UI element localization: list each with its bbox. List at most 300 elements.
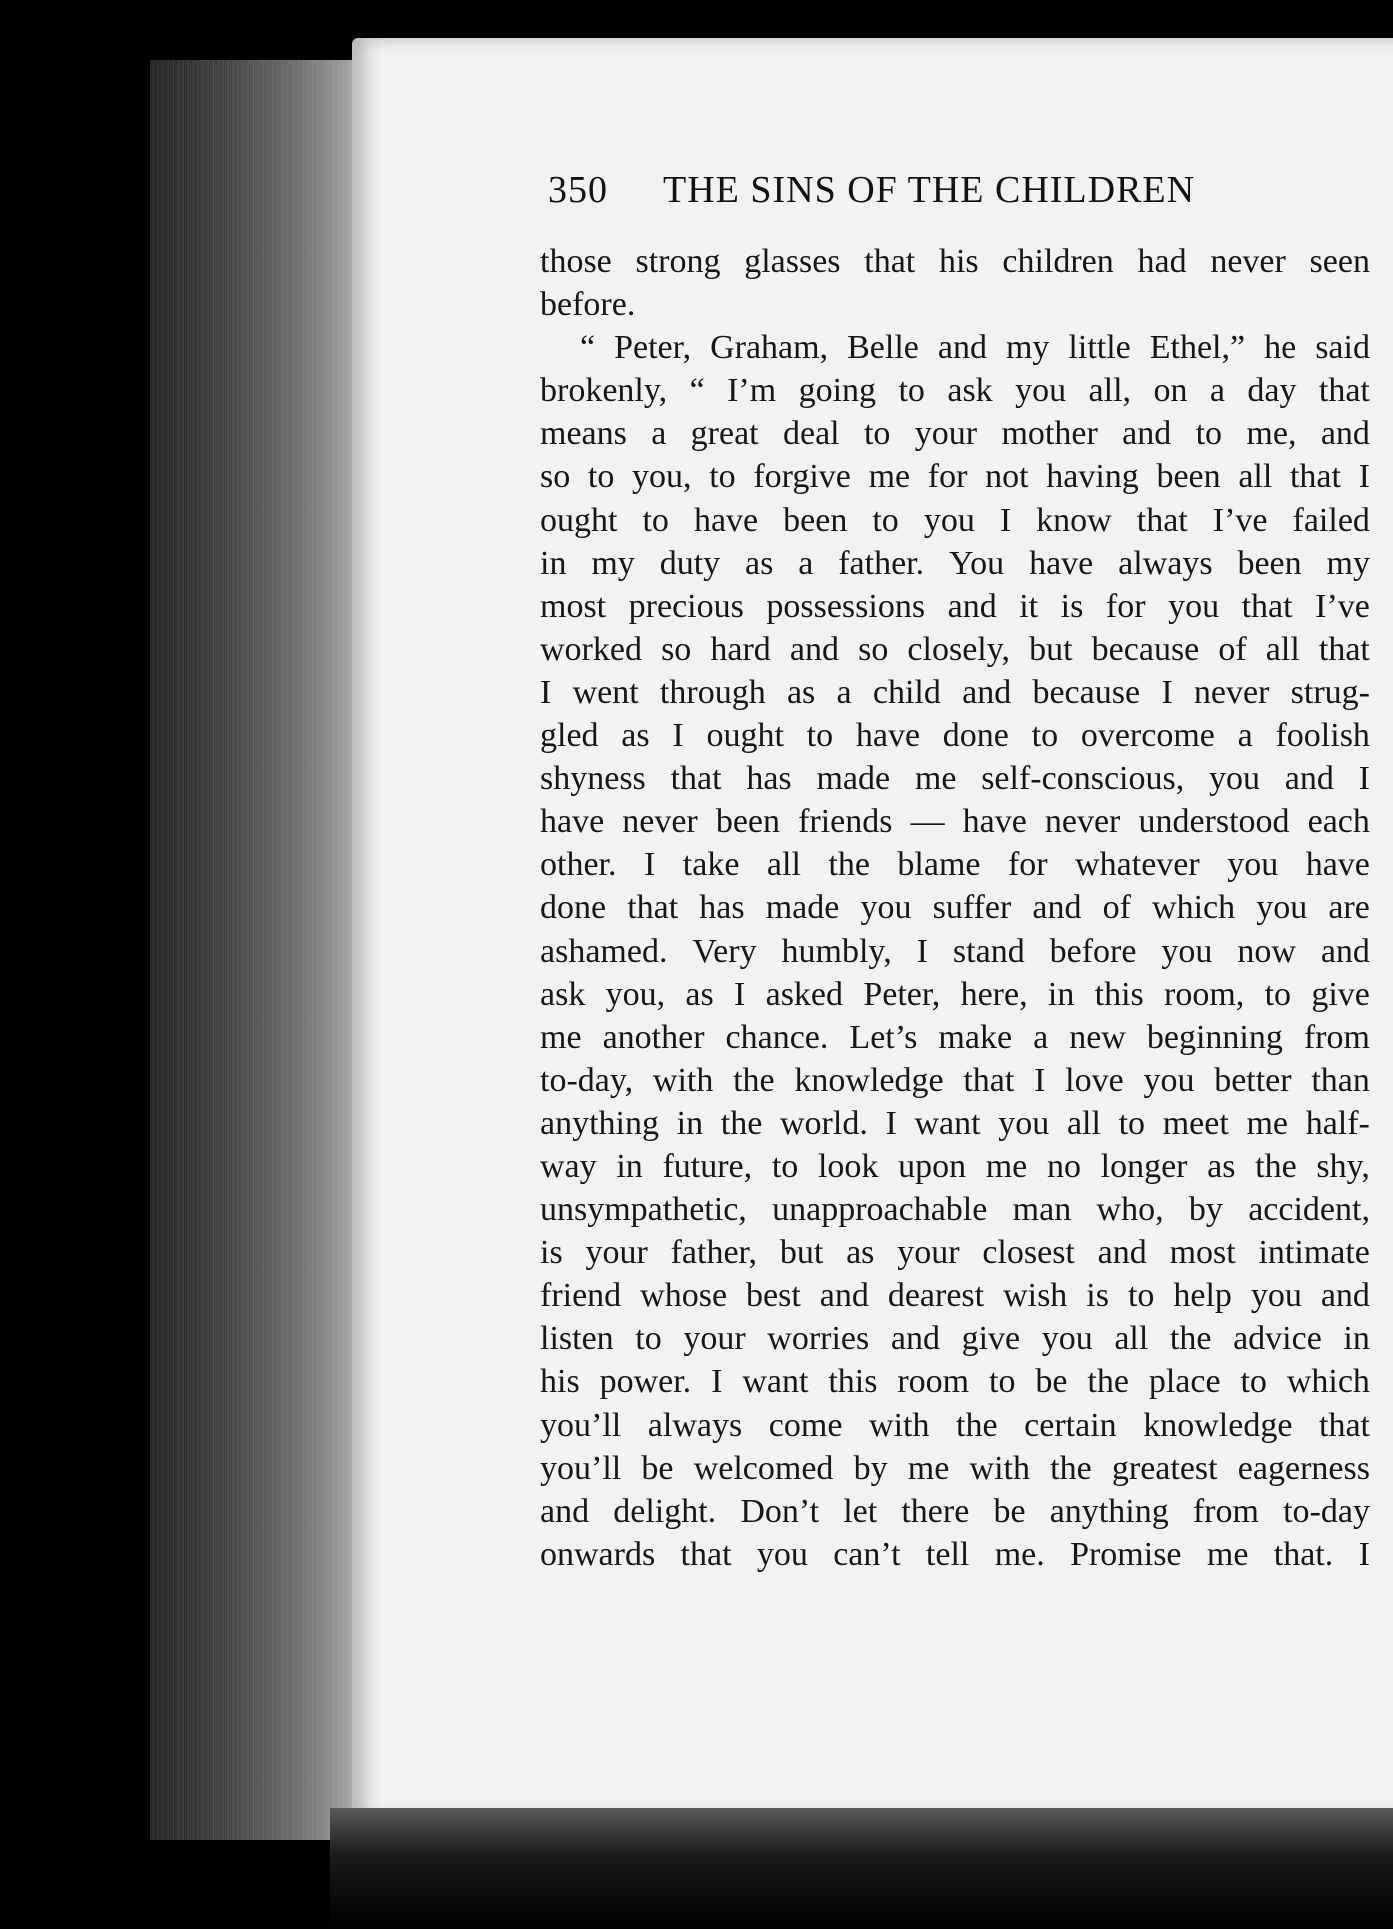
word: day	[1247, 372, 1297, 410]
word: been	[1156, 458, 1221, 496]
word: to	[806, 717, 834, 755]
word: you	[1250, 1277, 1302, 1315]
word: have	[1305, 846, 1370, 884]
word: never	[1044, 803, 1121, 841]
word: better	[1214, 1061, 1292, 1099]
word: me	[868, 458, 911, 496]
text-line	[540, 412, 1370, 455]
word: possessions	[766, 587, 926, 625]
word: never	[1210, 243, 1286, 280]
word: he	[1264, 329, 1297, 367]
word: listen	[540, 1320, 614, 1358]
text-line	[540, 1360, 1370, 1403]
word: whose	[640, 1277, 728, 1315]
word: and	[890, 1320, 940, 1358]
text-line	[540, 800, 1370, 843]
word: so	[661, 630, 692, 668]
word: seen	[1309, 243, 1370, 280]
word: father.	[838, 544, 925, 582]
text-line	[540, 1447, 1370, 1490]
word: the	[1169, 1320, 1212, 1358]
word: a	[836, 673, 852, 711]
text-line	[540, 1533, 1370, 1576]
word: whatever	[1075, 846, 1200, 884]
word: —	[910, 803, 945, 841]
word: give	[961, 1320, 1021, 1358]
word: that	[627, 889, 679, 927]
word: greatest	[1111, 1449, 1218, 1487]
word: in	[616, 1147, 643, 1185]
word: Graham,	[710, 329, 829, 367]
word: and	[1122, 415, 1172, 453]
word: strug-	[1290, 673, 1370, 711]
word: I	[916, 932, 928, 970]
text-line	[540, 326, 1370, 369]
word: and	[1320, 932, 1370, 970]
word: the	[1087, 1363, 1129, 1401]
word: all	[766, 846, 801, 884]
word: has	[746, 760, 792, 798]
word: by	[853, 1449, 888, 1487]
word: know	[1036, 501, 1112, 539]
word: intimate	[1258, 1234, 1370, 1272]
word: unapproachable	[772, 1191, 988, 1229]
word: you	[1143, 1061, 1195, 1099]
word: foolish	[1275, 717, 1370, 755]
word: here,	[960, 975, 1028, 1013]
word: in	[540, 544, 567, 582]
word: in	[1343, 1320, 1370, 1358]
word: look	[817, 1147, 879, 1185]
text-line	[540, 757, 1370, 800]
word: Belle	[847, 329, 919, 367]
word: you’ll	[540, 1449, 622, 1487]
word: and	[947, 587, 997, 625]
word: your	[683, 1320, 746, 1358]
word: I	[540, 673, 552, 711]
word: I	[1358, 458, 1370, 496]
word: from	[1303, 1018, 1370, 1056]
text-line	[540, 671, 1370, 714]
word: the	[733, 1061, 775, 1099]
word: me	[1246, 1104, 1289, 1142]
word: his	[540, 1363, 580, 1401]
word: the	[1050, 1449, 1092, 1487]
word: advice	[1233, 1320, 1322, 1358]
word: all,	[1088, 372, 1132, 410]
word: I	[711, 1363, 723, 1401]
word: by	[1188, 1191, 1223, 1229]
word: want	[742, 1363, 809, 1401]
word: deal	[782, 415, 840, 453]
word: great	[690, 415, 759, 453]
word: which	[1286, 1363, 1370, 1401]
word: me	[907, 1449, 950, 1487]
word: and	[1284, 760, 1334, 798]
page-number: 350	[548, 169, 608, 211]
word: unsympathetic,	[540, 1191, 747, 1229]
word: you	[1015, 372, 1067, 410]
word: to	[587, 458, 615, 496]
word: that.	[1273, 1535, 1334, 1573]
word: having	[1046, 458, 1139, 496]
word: you’ll	[540, 1406, 622, 1444]
word: a	[651, 415, 667, 453]
word: each	[1307, 803, 1370, 841]
text-line	[540, 369, 1370, 412]
running-head-title: THE SINS OF THE CHILDREN	[663, 169, 1196, 211]
word: me,	[1246, 415, 1297, 453]
word: a	[1033, 1018, 1049, 1056]
word: have	[962, 803, 1027, 841]
word: to	[1240, 1363, 1267, 1401]
word: and	[1320, 415, 1370, 453]
word: wish	[1003, 1277, 1068, 1315]
word: but	[1029, 630, 1073, 668]
word: my	[1326, 544, 1370, 582]
word: be	[641, 1449, 674, 1487]
word: and	[1097, 1234, 1147, 1272]
word: my	[591, 544, 635, 582]
word: way	[540, 1147, 597, 1185]
word: half-	[1305, 1104, 1370, 1142]
word: “	[689, 372, 705, 410]
word: that	[864, 243, 916, 280]
word: dearest	[887, 1277, 985, 1315]
text-line	[540, 240, 1370, 283]
word: children	[1002, 243, 1114, 280]
word: your	[897, 1234, 960, 1272]
word: a	[1237, 717, 1253, 755]
word: you	[1161, 932, 1213, 970]
word: before	[1049, 932, 1137, 970]
word: that	[1318, 630, 1370, 668]
word: to	[1127, 1277, 1155, 1315]
word: so	[540, 458, 571, 496]
word: this	[828, 1363, 878, 1401]
word: shyness	[540, 760, 646, 798]
word: closely,	[907, 630, 1011, 668]
word: are	[1328, 889, 1370, 927]
text-line	[540, 1404, 1370, 1447]
word: had	[1137, 243, 1187, 280]
word: gled	[540, 717, 599, 755]
text-line	[540, 843, 1370, 886]
word: as	[685, 975, 714, 1013]
word: with	[969, 1449, 1030, 1487]
word: no	[1046, 1147, 1081, 1185]
word: to	[863, 415, 891, 453]
text-line	[540, 714, 1370, 757]
word: to	[709, 458, 736, 496]
word: me	[1206, 1535, 1249, 1573]
text-line	[540, 455, 1370, 498]
word: place	[1148, 1363, 1221, 1401]
word: most	[540, 587, 607, 625]
word: to	[642, 501, 669, 539]
word: you	[1256, 889, 1308, 927]
word: anything	[540, 1104, 659, 1142]
word: child	[872, 673, 941, 711]
word: closest	[982, 1234, 1075, 1272]
word: because	[1032, 673, 1141, 711]
word: a	[798, 544, 814, 582]
word: room,	[1164, 975, 1245, 1013]
word: but	[779, 1234, 824, 1272]
word: you	[1209, 760, 1260, 798]
word: give	[1311, 975, 1370, 1013]
word: those	[540, 243, 612, 280]
word: is	[540, 1234, 563, 1272]
word: there	[901, 1492, 970, 1530]
word: best	[746, 1277, 801, 1315]
word: overcome	[1080, 717, 1215, 755]
book-spine-edge	[150, 60, 365, 1840]
word: to	[635, 1320, 662, 1358]
word: all	[1238, 458, 1273, 496]
word: eagerness	[1237, 1449, 1370, 1487]
word: is	[1060, 587, 1084, 625]
text-line	[540, 1102, 1370, 1145]
word: and	[789, 630, 839, 668]
text-line	[540, 1188, 1370, 1231]
word: made	[765, 889, 840, 927]
word: asked	[765, 975, 844, 1013]
word: you,	[632, 458, 692, 496]
word: means	[540, 415, 627, 453]
text-line	[540, 628, 1370, 671]
word: Don’t	[740, 1492, 820, 1530]
word: been	[1237, 544, 1302, 582]
word: worked	[540, 630, 642, 668]
word: come	[768, 1406, 843, 1444]
word: brokenly,	[540, 372, 668, 410]
word: onwards	[540, 1535, 656, 1573]
body-text	[540, 240, 1370, 1576]
word: welcomed	[693, 1449, 834, 1487]
word: tell	[925, 1535, 970, 1573]
word: to	[898, 372, 925, 410]
word: failed	[1292, 501, 1370, 539]
word: world.	[780, 1104, 868, 1142]
word: I	[643, 846, 656, 884]
word: delight.	[613, 1492, 717, 1530]
word: take	[682, 846, 740, 884]
word: who,	[1096, 1191, 1164, 1229]
text-line	[540, 1490, 1370, 1533]
word: be	[993, 1492, 1026, 1530]
word: I	[1034, 1061, 1046, 1099]
text-line	[540, 542, 1370, 585]
word: knowledge	[1143, 1406, 1293, 1444]
word: me	[540, 1018, 582, 1056]
word: as	[621, 717, 650, 755]
word: blame	[897, 846, 981, 884]
word: I	[734, 975, 746, 1013]
word: stand	[952, 932, 1025, 970]
page-bottom-shadow	[330, 1808, 1393, 1929]
word: a	[1209, 372, 1225, 410]
word: ask	[947, 372, 993, 410]
word: you	[1227, 846, 1279, 884]
word: to-day,	[540, 1061, 634, 1099]
word: you	[756, 1535, 808, 1573]
word: because	[1091, 630, 1200, 668]
word: certain	[1024, 1406, 1117, 1444]
word: the	[1255, 1147, 1297, 1185]
word: accident,	[1248, 1191, 1370, 1229]
word: you	[1041, 1320, 1093, 1358]
word: been	[715, 803, 781, 841]
word: as	[1207, 1147, 1236, 1185]
word: to-day	[1283, 1492, 1370, 1530]
word: father,	[670, 1234, 758, 1272]
word: be	[1035, 1363, 1068, 1401]
text-line	[540, 1059, 1370, 1102]
word: and	[540, 1492, 590, 1530]
word: help	[1173, 1277, 1232, 1315]
word: I	[1358, 1535, 1370, 1573]
word: you	[998, 1104, 1050, 1142]
word: made	[816, 760, 891, 798]
word: the	[956, 1406, 998, 1444]
word: duty	[659, 544, 721, 582]
text-line	[540, 886, 1370, 929]
text-line	[540, 1317, 1370, 1360]
word: to	[989, 1363, 1016, 1401]
word: going	[798, 372, 877, 410]
word: chance.	[725, 1018, 829, 1056]
word: have	[1029, 544, 1094, 582]
word: suffer	[932, 889, 1012, 927]
word: that	[1318, 372, 1370, 410]
word: humbly,	[781, 932, 892, 970]
word: can’t	[833, 1535, 901, 1573]
word: than	[1311, 1061, 1370, 1099]
word: in	[1047, 975, 1075, 1013]
word: you	[1168, 587, 1220, 625]
word: not	[985, 458, 1029, 496]
word: you,	[605, 975, 666, 1013]
running-header	[548, 168, 1348, 212]
word: ask	[540, 975, 586, 1013]
word: Let’s	[849, 1018, 918, 1056]
word: the	[828, 846, 870, 884]
text-line	[540, 973, 1370, 1016]
word: me	[985, 1147, 1028, 1185]
word: me.	[994, 1535, 1045, 1573]
word: hard	[710, 630, 771, 668]
word: through	[659, 673, 766, 711]
word: now	[1237, 932, 1296, 970]
word: I	[672, 717, 684, 755]
word: Very	[692, 932, 757, 970]
word: his	[938, 243, 979, 280]
word: to	[1195, 415, 1223, 453]
word: that	[1241, 587, 1293, 625]
word: to	[872, 501, 899, 539]
word: other.	[540, 846, 617, 884]
word: I’m	[727, 372, 777, 410]
word: and	[819, 1277, 869, 1315]
word: that	[963, 1061, 1015, 1099]
word: in	[676, 1104, 704, 1142]
word: I	[1161, 673, 1173, 711]
word: shy,	[1316, 1147, 1370, 1185]
word: understood	[1138, 803, 1290, 841]
word: room	[897, 1363, 970, 1401]
word: has	[699, 889, 745, 927]
word: have	[855, 717, 921, 755]
word: Ethel,”	[1149, 329, 1246, 367]
word: another	[602, 1018, 705, 1056]
word: little	[1068, 329, 1131, 367]
word: man	[1012, 1191, 1072, 1229]
word: future,	[662, 1147, 753, 1185]
word: longer	[1100, 1147, 1188, 1185]
word: anything	[1049, 1492, 1169, 1530]
word: have	[540, 803, 605, 841]
word: so	[858, 630, 889, 668]
word: Peter,	[614, 329, 692, 367]
word: which	[1152, 889, 1236, 927]
word: mother	[1001, 415, 1098, 453]
word: that	[1136, 501, 1188, 539]
word: I’ve	[1315, 587, 1370, 625]
word: to	[771, 1147, 799, 1185]
word: to	[1031, 717, 1059, 755]
word: you	[923, 501, 975, 539]
word: as	[786, 673, 816, 711]
word: and	[1032, 889, 1082, 927]
word: to	[1264, 975, 1292, 1013]
text-line	[540, 585, 1370, 628]
word: friends	[798, 803, 893, 841]
word: have	[693, 501, 759, 539]
word: “	[580, 329, 596, 367]
word: that	[680, 1535, 732, 1573]
text-line	[540, 1231, 1370, 1274]
word: and	[1320, 1277, 1370, 1315]
word: done	[540, 889, 607, 927]
text-line	[540, 930, 1370, 973]
text-line	[540, 499, 1370, 542]
word: friend	[540, 1277, 622, 1315]
word: as	[846, 1234, 875, 1272]
word: the	[720, 1104, 763, 1142]
word: always	[647, 1406, 743, 1444]
word: all	[1066, 1104, 1101, 1142]
word: beginning	[1146, 1018, 1283, 1056]
word: is	[1086, 1277, 1109, 1315]
word: on	[1153, 372, 1188, 410]
word: never	[1193, 673, 1270, 711]
word: never	[622, 803, 698, 841]
word: ought	[706, 717, 784, 755]
word: ashamed.	[540, 932, 668, 970]
word: knowledge	[794, 1061, 944, 1099]
word: that	[1319, 1406, 1370, 1444]
word: for	[927, 458, 968, 496]
word: Promise	[1070, 1535, 1182, 1573]
word: precious	[628, 587, 744, 625]
word: to	[1118, 1104, 1146, 1142]
word: glasses	[744, 243, 841, 280]
word: power.	[599, 1363, 692, 1401]
word: and	[962, 673, 1012, 711]
word: love	[1065, 1061, 1124, 1099]
word: always	[1118, 544, 1213, 582]
